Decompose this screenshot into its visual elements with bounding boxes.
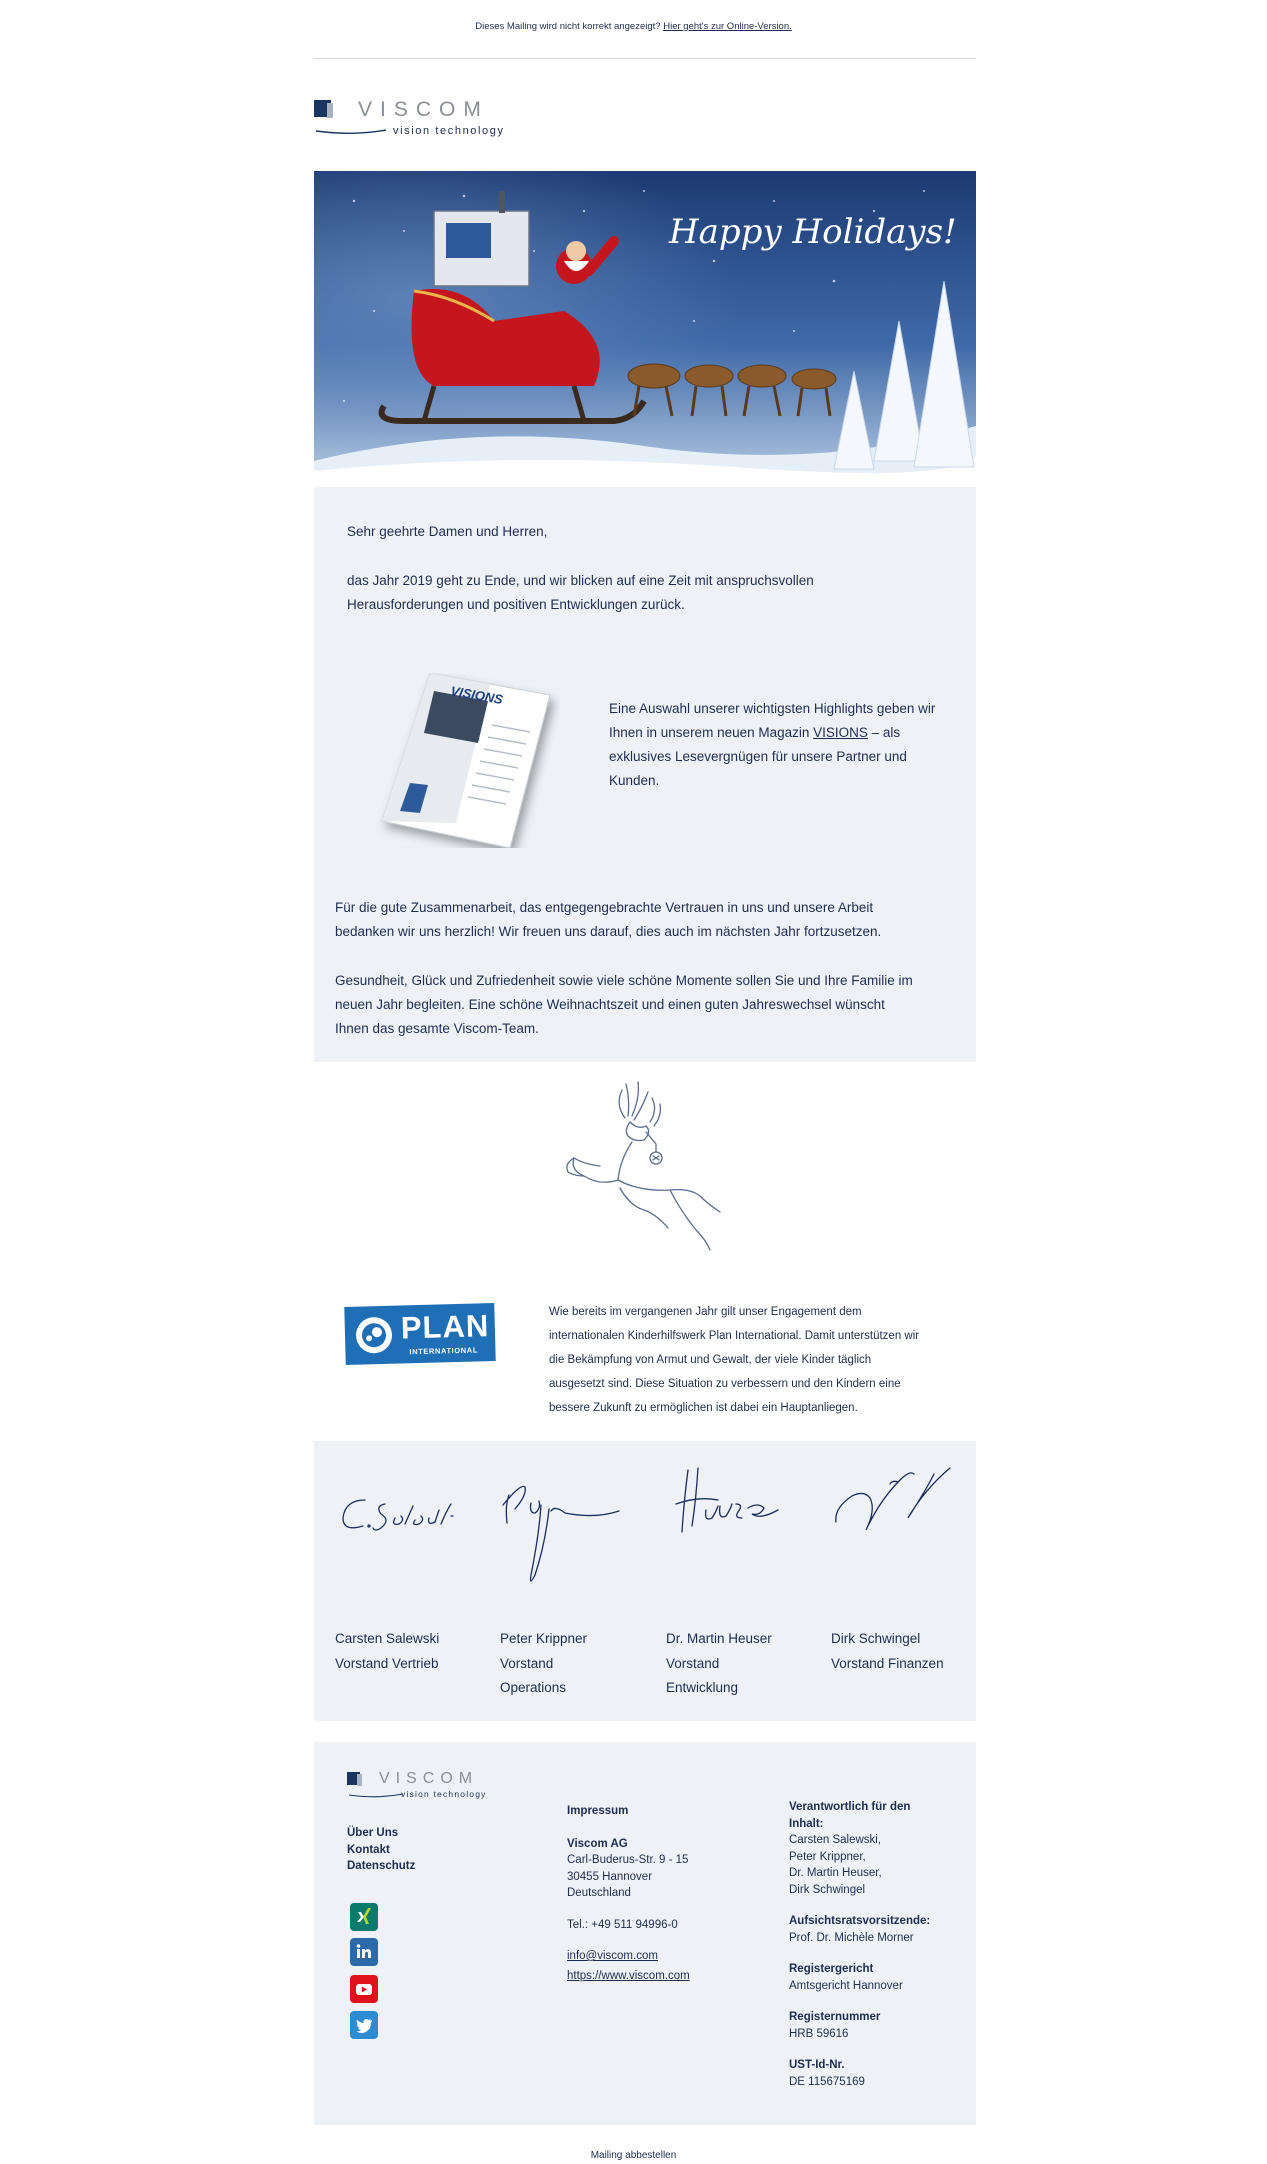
plan-international-logo[interactable] — [344, 1303, 495, 1365]
plan-logo-mark-icon — [352, 1314, 395, 1357]
signature-salewski — [335, 1480, 475, 1550]
magazine-line-1: Eine Auswahl unserer wichtigsten Highlights geben wir — [609, 701, 936, 716]
signer-3-name: Dr. Martin Heuser — [666, 1631, 772, 1646]
company-city: 30455 Hannover — [567, 1870, 653, 1883]
responsible-title-1: Verantwortlich für den — [789, 1801, 911, 1813]
wishes-line-1: Gesundheit, Glück und Zufriedenheit sowie viele schöne Momente sollen Sie und Ihre Familie im — [335, 973, 913, 988]
board-chair: Prof. Dr. Michèle Morner — [789, 1931, 914, 1944]
company-street: Carl-Buderus-Str. 9 - 15 — [567, 1854, 689, 1866]
online-version-link[interactable]: Hier geht's zur Online-Version. — [663, 21, 792, 32]
hero-headline: Happy Holidays! — [669, 212, 957, 252]
footer-nav-contact[interactable]: Kontakt — [347, 1843, 390, 1856]
visions-magazine-image[interactable] — [370, 673, 560, 848]
impressum-title: Impressum — [567, 1805, 629, 1817]
plan-line-5: bessere Zukunft zu ermöglichen ist dabei ein Hauptanliegen. — [549, 1402, 858, 1414]
magazine-line-2-pre: Ihnen in unserem neuen Magazin — [609, 725, 814, 740]
preheader-text: Dieses Mailing wird nicht korrekt angezeigt? — [475, 21, 661, 32]
twitter-button[interactable] — [350, 2011, 378, 2039]
magazine-line-2-post: – als — [867, 725, 901, 740]
footer-logo[interactable] — [347, 1770, 517, 1804]
signature-krippner — [495, 1465, 625, 1595]
thanks-line-2: bedanken wir uns herzlich! Wir freuen uns darauf, dies auch im nächsten Jahr fortzusetzen. — [335, 924, 882, 939]
responsible-title-2: Inhalt: — [789, 1817, 824, 1830]
signer-3-role-1: Vorstand — [666, 1655, 720, 1671]
thanks-line-1: Für die gute Zusammenarbeit, das entgegengebrachte Vertrauen in uns und unsere Arbeit — [335, 900, 874, 915]
plan-line-2: internationalen Kinderhilfswerk Plan International. Damit unterstützen wir — [549, 1330, 920, 1342]
company-name: Viscom AG — [567, 1837, 628, 1850]
salutation: Sehr geehrte Damen und Herren, — [347, 524, 548, 539]
twitter-icon — [350, 2011, 378, 2039]
court-title: Registergericht — [789, 1963, 874, 1975]
youtube-icon — [350, 1975, 378, 2003]
footer-nav-privacy[interactable]: Datenschutz — [347, 1860, 416, 1872]
vat-value: DE 115675169 — [789, 2075, 865, 2088]
reindeer-icon — [560, 1080, 730, 1260]
impressum-column — [567, 1803, 690, 1984]
responsible-4: Dirk Schwingel — [789, 1883, 866, 1896]
signer-1-role: Vorstand Vertrieb — [335, 1655, 439, 1671]
signer-4-name: Dirk Schwingel — [831, 1631, 921, 1646]
plan-logo-text: PLAN — [400, 1308, 490, 1346]
court-name: Amtsgericht Hannover — [789, 1979, 903, 1992]
reindeer-illustration — [560, 1080, 730, 1260]
responsible-1: Carsten Salewski, — [789, 1834, 882, 1846]
signer-1 — [335, 1627, 439, 1676]
plan-line-3: die Bekämpfung von Armut und Gewalt, der viele Kinder täglich — [549, 1354, 872, 1366]
footer-brand-name: VISCOM — [379, 1770, 479, 1787]
youtube-button[interactable] — [350, 1975, 378, 2003]
top-divider — [314, 58, 976, 59]
company-country: Deutschland — [567, 1887, 631, 1899]
preheader — [0, 21, 1267, 32]
footer-nav-about[interactable]: Über Uns — [347, 1827, 399, 1839]
santa-sleigh-illustration — [314, 171, 976, 487]
signer-3-role-2: Entwicklung — [666, 1680, 739, 1695]
wishes-line-2: neuen Jahr begleiten. Eine schöne Weihnachtszeit und einen guten Jahreswechsel wünscht — [335, 997, 885, 1012]
responsible-3: Dr. Martin Heuser, — [789, 1867, 882, 1879]
regnum-title: Registernummer — [789, 2011, 881, 2023]
magazine-line-3: exklusives Lesevergnügen für unsere Partner und — [609, 749, 907, 764]
signer-2 — [500, 1627, 587, 1701]
footer-nav — [347, 1825, 415, 1875]
signer-2-name: Peter Krippner — [500, 1631, 588, 1646]
visions-link[interactable]: VISIONS — [813, 725, 868, 740]
signer-1-name: Carsten Salewski — [335, 1631, 440, 1646]
signer-4 — [831, 1627, 944, 1676]
xing-button[interactable] — [350, 1903, 378, 1931]
linkedin-button[interactable] — [350, 1938, 378, 1966]
hero-banner — [314, 171, 976, 487]
signer-4-role: Vorstand Finanzen — [831, 1655, 944, 1671]
unsubscribe-link[interactable]: Mailing abbestellen — [590, 2150, 677, 2161]
footer-brand-tagline: vision technology — [401, 1789, 487, 1799]
viscom-logo[interactable] — [314, 98, 544, 142]
plan-paragraph — [549, 1300, 919, 1420]
intro-line-1: das Jahr 2019 geht zu Ende, und wir blicken auf eine Zeit mit anspruchsvollen — [347, 573, 814, 588]
signature-heuser — [668, 1460, 788, 1540]
wishes-line-3: Ihnen das gesamte Viscom-Team. — [335, 1021, 539, 1036]
magazine-line-2 — [609, 721, 900, 746]
xing-icon — [350, 1903, 378, 1931]
responsible-2: Peter Krippner, — [789, 1850, 866, 1863]
board-title: Aufsichtsratsvorsitzende: — [789, 1915, 931, 1927]
intro-line-2: Herausforderungen und positiven Entwicklungen zurück. — [347, 597, 685, 612]
brand-name: VISCOM — [358, 98, 489, 121]
signer-2-role-1: Vorstand — [500, 1655, 554, 1671]
magazine-cover-icon — [370, 673, 560, 848]
signature-schwingel — [830, 1460, 960, 1540]
signer-2-role-2: Operations — [500, 1680, 567, 1695]
plan-line-4: ausgesetzt sind. Diese Situation zu verbessern und den Kindern eine — [549, 1378, 901, 1390]
email-link[interactable]: info@viscom.com — [567, 1950, 658, 1962]
company-phone: Tel.: +49 511 94996-0 — [567, 1918, 678, 1931]
vat-title: UST-Id-Nr. — [789, 2059, 845, 2071]
legal-column — [789, 1799, 930, 2090]
magazine-title: VISIONS — [449, 683, 505, 708]
linkedin-icon — [350, 1938, 378, 1966]
plan-line-1: Wie bereits im vergangenen Jahr gilt unser Engagement dem — [549, 1306, 862, 1318]
signer-3 — [666, 1627, 772, 1701]
plan-logo-subtext: INTERNATIONAL — [409, 1345, 479, 1357]
magazine-line-4: Kunden. — [609, 773, 660, 788]
website-link[interactable]: https://www.viscom.com — [567, 1969, 690, 1982]
regnum-value: HRB 59616 — [789, 2027, 849, 2040]
brand-tagline: vision technology — [393, 125, 505, 137]
